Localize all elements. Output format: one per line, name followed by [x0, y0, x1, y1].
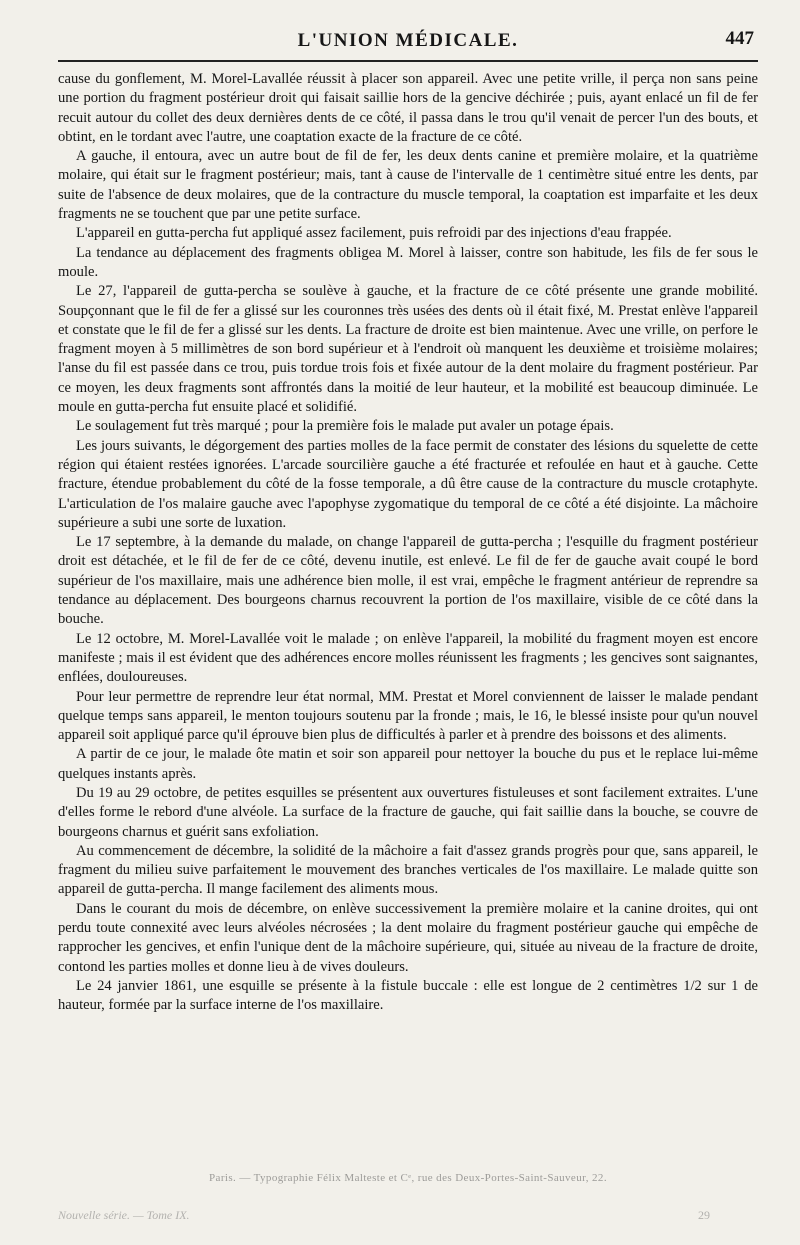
journal-title: L'UNION MÉDICALE.: [297, 30, 519, 51]
paragraph: Le 17 septembre, à la demande du malade, on change l'appareil de gutta-percha ; l'esquille du fragment postérieur droit est détachée, et le fil de fer de ce côté, devenu inutile, est enlevé. Le fil de fer de gauche avait coupé le bord supérieur de l'os maxillaire, mais une adhérence bien molle, il est vrai, empêche le fragment antérieur de reprendre sa tendance au déplacement. Des bourgeons charnus recouvrent la portion de l'os maxillaire, visible de ce côté dans la bouche.: [58, 534, 758, 628]
paragraph: La tendance au déplacement des fragments obligea M. Morel à laisser, contre son habitude, les fils de fer sous le moule.: [58, 244, 758, 280]
paragraph: cause du gonflement, M. Morel-Lavallée réussit à placer son appareil. Avec une petite vrille, il perça non sans peine une portion du fragment postérieur droit qui faisait saillie hors de la gencive déchirée ; puis, ayant enlacé un fil de fer recuit autour du collet des deux dernières dents de ce côté, il passa dans le trou qu'il venait de percer l'un des bouts, et obtint, en le tordant avec l'autre, une coaptation exacte de la fracture de ce côté.: [58, 71, 758, 145]
article-body: [58, 70, 758, 1016]
paragraph: Le 12 octobre, M. Morel-Lavallée voit le malade ; on enlève l'appareil, la mobilité du fragment moyen est encore manifeste ; mais il est évident que des adhérences encore molles réunissent les fragments ; les gencives sont saignantes, enflées, douloureuses.: [58, 630, 758, 686]
header-rule: [58, 60, 758, 62]
series-line: Nouvelle série. — Tome IX.: [58, 1208, 190, 1222]
paragraph: A partir de ce jour, le malade ôte matin et soir son appareil pour nettoyer la bouche du pus et le replace lui-même quelques instants après.: [58, 746, 758, 782]
paragraph: Le 24 janvier 1861, une esquille se présente à la fistule buccale : elle est longue de 2 centimètres 1/2 sur 1 de hauteur, formée par la surface interne de l'os maxillaire.: [58, 977, 758, 1014]
signature-mark: 29: [698, 1208, 710, 1222]
paragraph: A gauche, il entoura, avec un autre bout de fil de fer, les deux dents canine et première molaire, et la quatrième molaire, qui était sur le fragment postérieur; mais, tant à cause de l'intervalle de 1 centimètre situé entre les dents, par suite de l'absence de deux molaires, que de la contracture du muscle temporal, la coaptation est imparfaite et les deux fragments ne se touchent que par une petite surface.: [58, 148, 758, 223]
paragraph: Du 19 au 29 octobre, de petites esquilles se présentent aux ouvertures fistuleuses et sont facilement extraites. L'une d'elles forme le rebord d'une alvéole. La surface de la fracture de gauche, qui fait saillie dans la bouche, se couvre de bourgeons charnus et guérit sans exfoliation.: [58, 784, 758, 840]
paragraph: Pour leur permettre de reprendre leur état normal, MM. Prestat et Morel conviennent de laisser le malade pendant quelque temps sans appareil, le menton toujours soutenu par la fronde ; mais, le 16, le blessé insiste pour qu'un nouvel appareil soit appliqué parce qu'il éprouve bien plus de difficultés à parler et à prendre des boissons et des aliments.: [58, 688, 758, 744]
paragraph: Au commencement de décembre, la solidité de la mâchoire a fait d'assez grands progrès pour que, sans appareil, le fragment du milieu suive parfaitement le mouvement des branches verticales de l'os maxillaire. Le malade quitte son appareil de gutta-percha. Il mange facilement des aliments mous.: [58, 842, 758, 898]
paragraph: Les jours suivants, le dégorgement des parties molles de la face permit de constater des lésions du squelette de cette région qui étaient restées ignorées. L'arcade sourcilière gauche a été fracturée et refoulée en haut et à gauche. Cette fracture, étendue probablement du côté de la fosse temporale, a dû être cause de la contracture du muscle crotaphyte. L'articulation de l'os malaire gauche avec l'apophyse zygomatique du temporal de ce côté a été disjointe. La mâchoire supérieure a subi une sorte de luxation.: [58, 437, 758, 531]
page-number: 447: [725, 28, 754, 49]
paragraph: Le soulagement fut très marqué ; pour la première fois le malade put avaler un potage épais.: [76, 418, 614, 435]
paragraph: L'appareil en gutta-percha fut appliqué assez facilement, puis refroidi par des injections d'eau frappée.: [76, 225, 672, 242]
imprint-line: Paris. — Typographie Félix Malteste et Cᵉ, rue des Deux-Portes-Saint-Sauveur, 22.: [209, 1172, 607, 1184]
page-header: [58, 0, 758, 60]
paragraph: Dans le courant du mois de décembre, on enlève successivement la première molaire et la canine droites, qui ont perdu toute connexité avec leurs alvéoles nécrosées ; la dent molaire du fragment postérieur gauche qui empêche de rapprocher les gencives, et enfin l'unique dent de la mâchoire supérieure, qui, située au niveau de la fracture de droite, contond les parties molles et donne lieu à de vives douleurs.: [58, 900, 758, 975]
paragraph: Le 27, l'appareil de gutta-percha se soulève à gauche, et la fracture de ce côté présente une grande mobilité. Soupçonnant que le fil de fer a glissé sur les couronnes très usées des dents où il était fixé, M. Prestat enlève l'appareil et constate que le fil de fer a glissé sur les dents. La fracture de droite est bien maintenue. Avec une vrille, on perfore le fragment moyen à 5 millimètres de son bord supérieur et à l'endroit où manquent les deuxième et troisième molaires; l'anse du fil est passée dans ce trou, puis tordue trois fois et fixée autour de la dent molaire du fragment postérieur. Par ce moyen, les deux fragments sont affrontés dans la moitié de leur hauteur, et la mobilité est beaucoup diminuée. Le moule en gutta-percha fut ensuite placé et solidifié.: [58, 283, 758, 416]
